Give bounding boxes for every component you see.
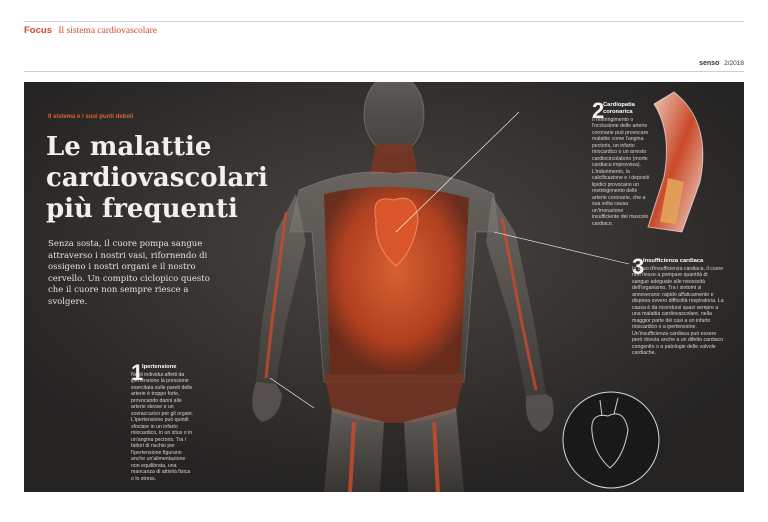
section-label: Il sistema e i suoi punti deboli <box>48 114 134 120</box>
magazine-brand <box>699 60 744 67</box>
callout-title: Cardiopatia coronarica <box>603 102 635 115</box>
callout-coronary-disease <box>592 98 650 227</box>
callout-body: Il restringimento o l'occlusione delle arterie coronarie può provocare malattie come l'angina pectoris, un infarto miocardico o un arresto cardiocircolatorio (morte cardiaca improvvisa). L'indurimento, la calcificazione e i depositi lipidici provocano un restringimento delle arterie coronarie, che a sua volta causa un'irrorazione insufficiente del muscolo cardiaco. <box>592 116 650 227</box>
callout-hypertension <box>131 360 193 482</box>
callout-heart-failure <box>632 254 724 357</box>
callout-body: Negli individui affetti da ipertensione la pressione esercitata sulle pareti delle arterie è troppo forte, provocando danni alle arterie stesse e un sovraccarico per gli organi. L'ipertensione può quindi sfociare in un infarto miocardico, in un ictus o in un'angina pectoris. Tra i fattori di rischio per l'ipertensione figurano anche un'alimentazione non equilibrata, una mancanza di attività fisica o lo stress. <box>131 371 193 482</box>
top-rule <box>24 21 744 22</box>
callout-title: Insufficienza cardiaca <box>643 258 704 264</box>
section-header <box>24 25 157 36</box>
callout-number: 1 <box>131 360 144 385</box>
neck <box>370 144 418 174</box>
focus-kicker: Focus <box>24 25 52 36</box>
callout-body: In caso d'insufficienza cardiaca, il cuore non riesce a pompare quantità di sangue adeguate alle necessità dell'organismo. Tra i sintomi si annoverano: rapido affaticamento e dispnea ovvero difficoltà respiratoria. La causa è da ricondursi quasi sempre a una malattia cardiovascolare, nella maggior parte dei casi a un infarto miocardico o a ipertensione. Un'insufficienza cardiaca può essere però dovuta anche a un difetto cardiaco congenito o a patologie delle valvole cardiache. <box>632 265 724 357</box>
section-title: Il sistema cardiovascolare <box>58 26 158 36</box>
headline: Le malattie cardiovascolari più frequenti <box>46 132 268 224</box>
head <box>364 82 424 154</box>
issue-number: 2/2018 <box>724 60 744 67</box>
heart-inset <box>563 392 659 488</box>
callout-title: Ipertensione <box>142 364 177 370</box>
callout-number: 3 <box>632 254 645 279</box>
brand-name: senso <box>699 60 720 67</box>
intro-paragraph: Senza sosta, il cuore pompa sangue attraverso i nostri vasi, rifornendo di ossigeno i nostri organi e il nostro cervello. Un compito ciclopico questo che il cuore non sempre riesce a svolgere. <box>48 239 210 307</box>
illustration-panel <box>24 82 744 492</box>
callout-number: 2 <box>592 98 605 123</box>
brand-rule <box>24 71 744 72</box>
